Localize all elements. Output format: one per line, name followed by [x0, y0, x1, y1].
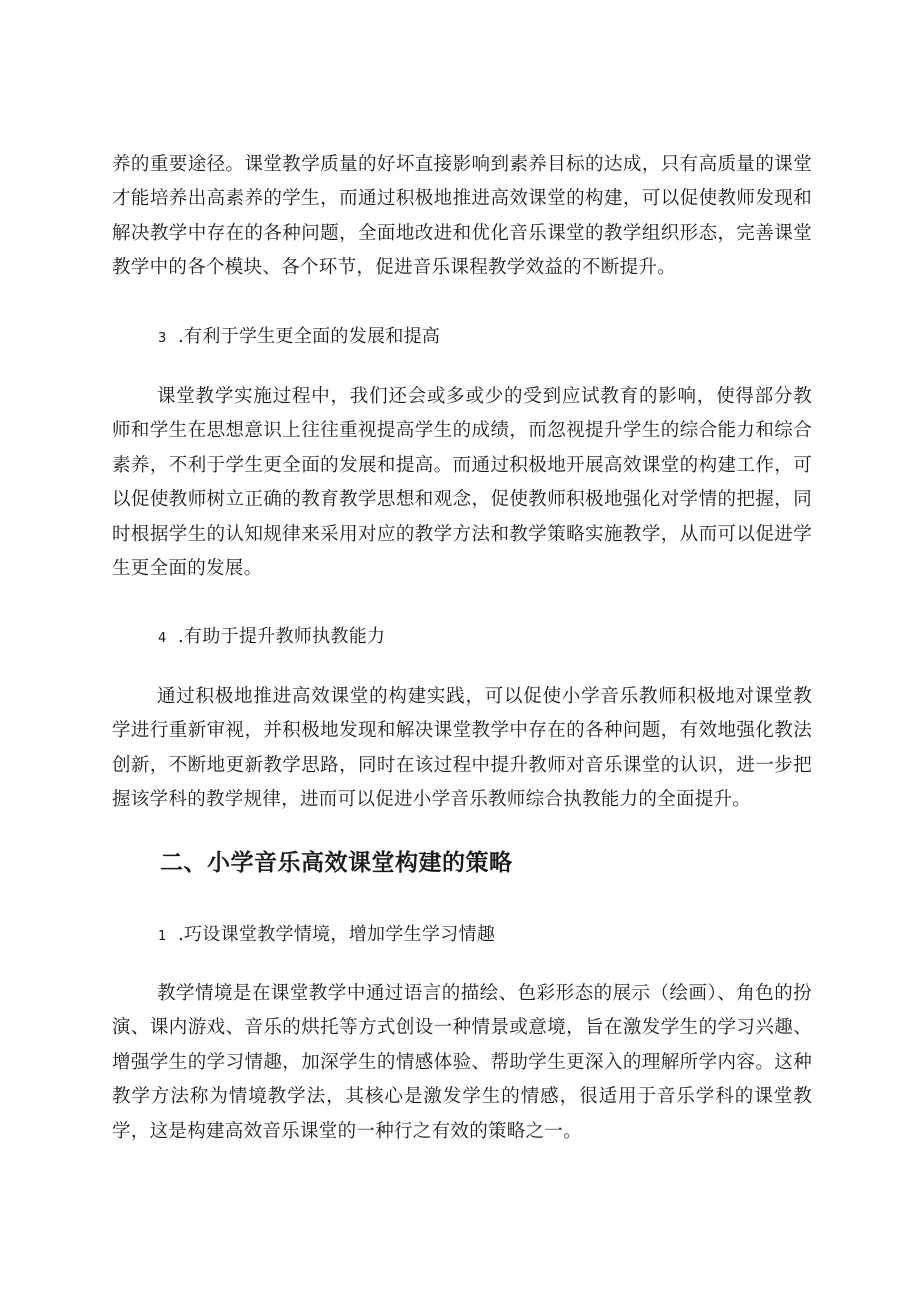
paragraph-development: 课堂教学实施过程中，我们还会或多或少的受到应试教育的影响，使得部分教师和学生在思想意识上往往重视提高学生的成绩，而忽视提升学生的综合能力和综合素养，不利于学生更全面的发展和提高。而通过积极地开展高效课堂的构建工作，可以促使教师树立正确的教育教学思想和观念，促使教师积极地强化对学情的把握，同时根据学生的认知规律来采用对应的教学方法和教学策略实施教学，从而可以促进学生更全面的发展。	[112, 386, 812, 580]
subheading-3	[158, 322, 440, 354]
subheading-text: .有助于提升教师执教能力	[178, 626, 386, 647]
paragraph-continuation: 养的重要途径。课堂教学质量的好坏直接影响到素养目标的达成，只有高质量的课堂才能培养出高素养的学生，而通过积极地推进高效课堂的构建，可以促使教师发现和解决教学中存在的各种问题，全面地改进和优化音乐课堂的教学组织形态，完善课堂教学中的各个模块、各个环节，促进音乐课程教学效益的不断提升。	[112, 154, 812, 279]
section-heading: 二、小学音乐高效课堂构建的策略	[160, 850, 513, 876]
subheading-number: 1	[158, 929, 167, 944]
subheading-number: 3	[158, 331, 167, 346]
paragraph-teacher-ability: 通过积极地推进高效课堂的构建实践，可以促使小学音乐教师积极地对课堂教学进行重新审视，并积极地发现和解决课堂教学中存在的各种问题，有效地强化教法创新，不断地更新教学思路，同时在该过程中提升教师对音乐课堂的认识，进一步把握该学科的教学规律，进而可以促进小学音乐教师综合执教能力的全面提升。	[112, 686, 812, 811]
subheading-text: .巧设课堂教学情境，增加学生学习情趣	[178, 924, 496, 945]
subheading-text: .有利于学生更全面的发展和提高	[178, 326, 441, 347]
subheading-4	[158, 622, 385, 654]
paragraph-situational-teaching: 教学情境是在课堂教学中通过语言的描绘、色彩形态的展示（绘画）、角色的扮演、课内游戏、音乐的烘托等方式创设一种情景或意境，旨在激发学生的学习兴趣、增强学生的学习情趣，加深学生的情感体验、帮助学生更深入的理解所学内容。这种教学方法称为情境教学法，其核心是激发学生的情感，很适用于音乐学科的课堂教学，这是构建高效音乐课堂的一种行之有效的策略之一。	[112, 983, 812, 1142]
subheading-1	[158, 920, 495, 952]
subheading-number: 4	[158, 631, 167, 646]
